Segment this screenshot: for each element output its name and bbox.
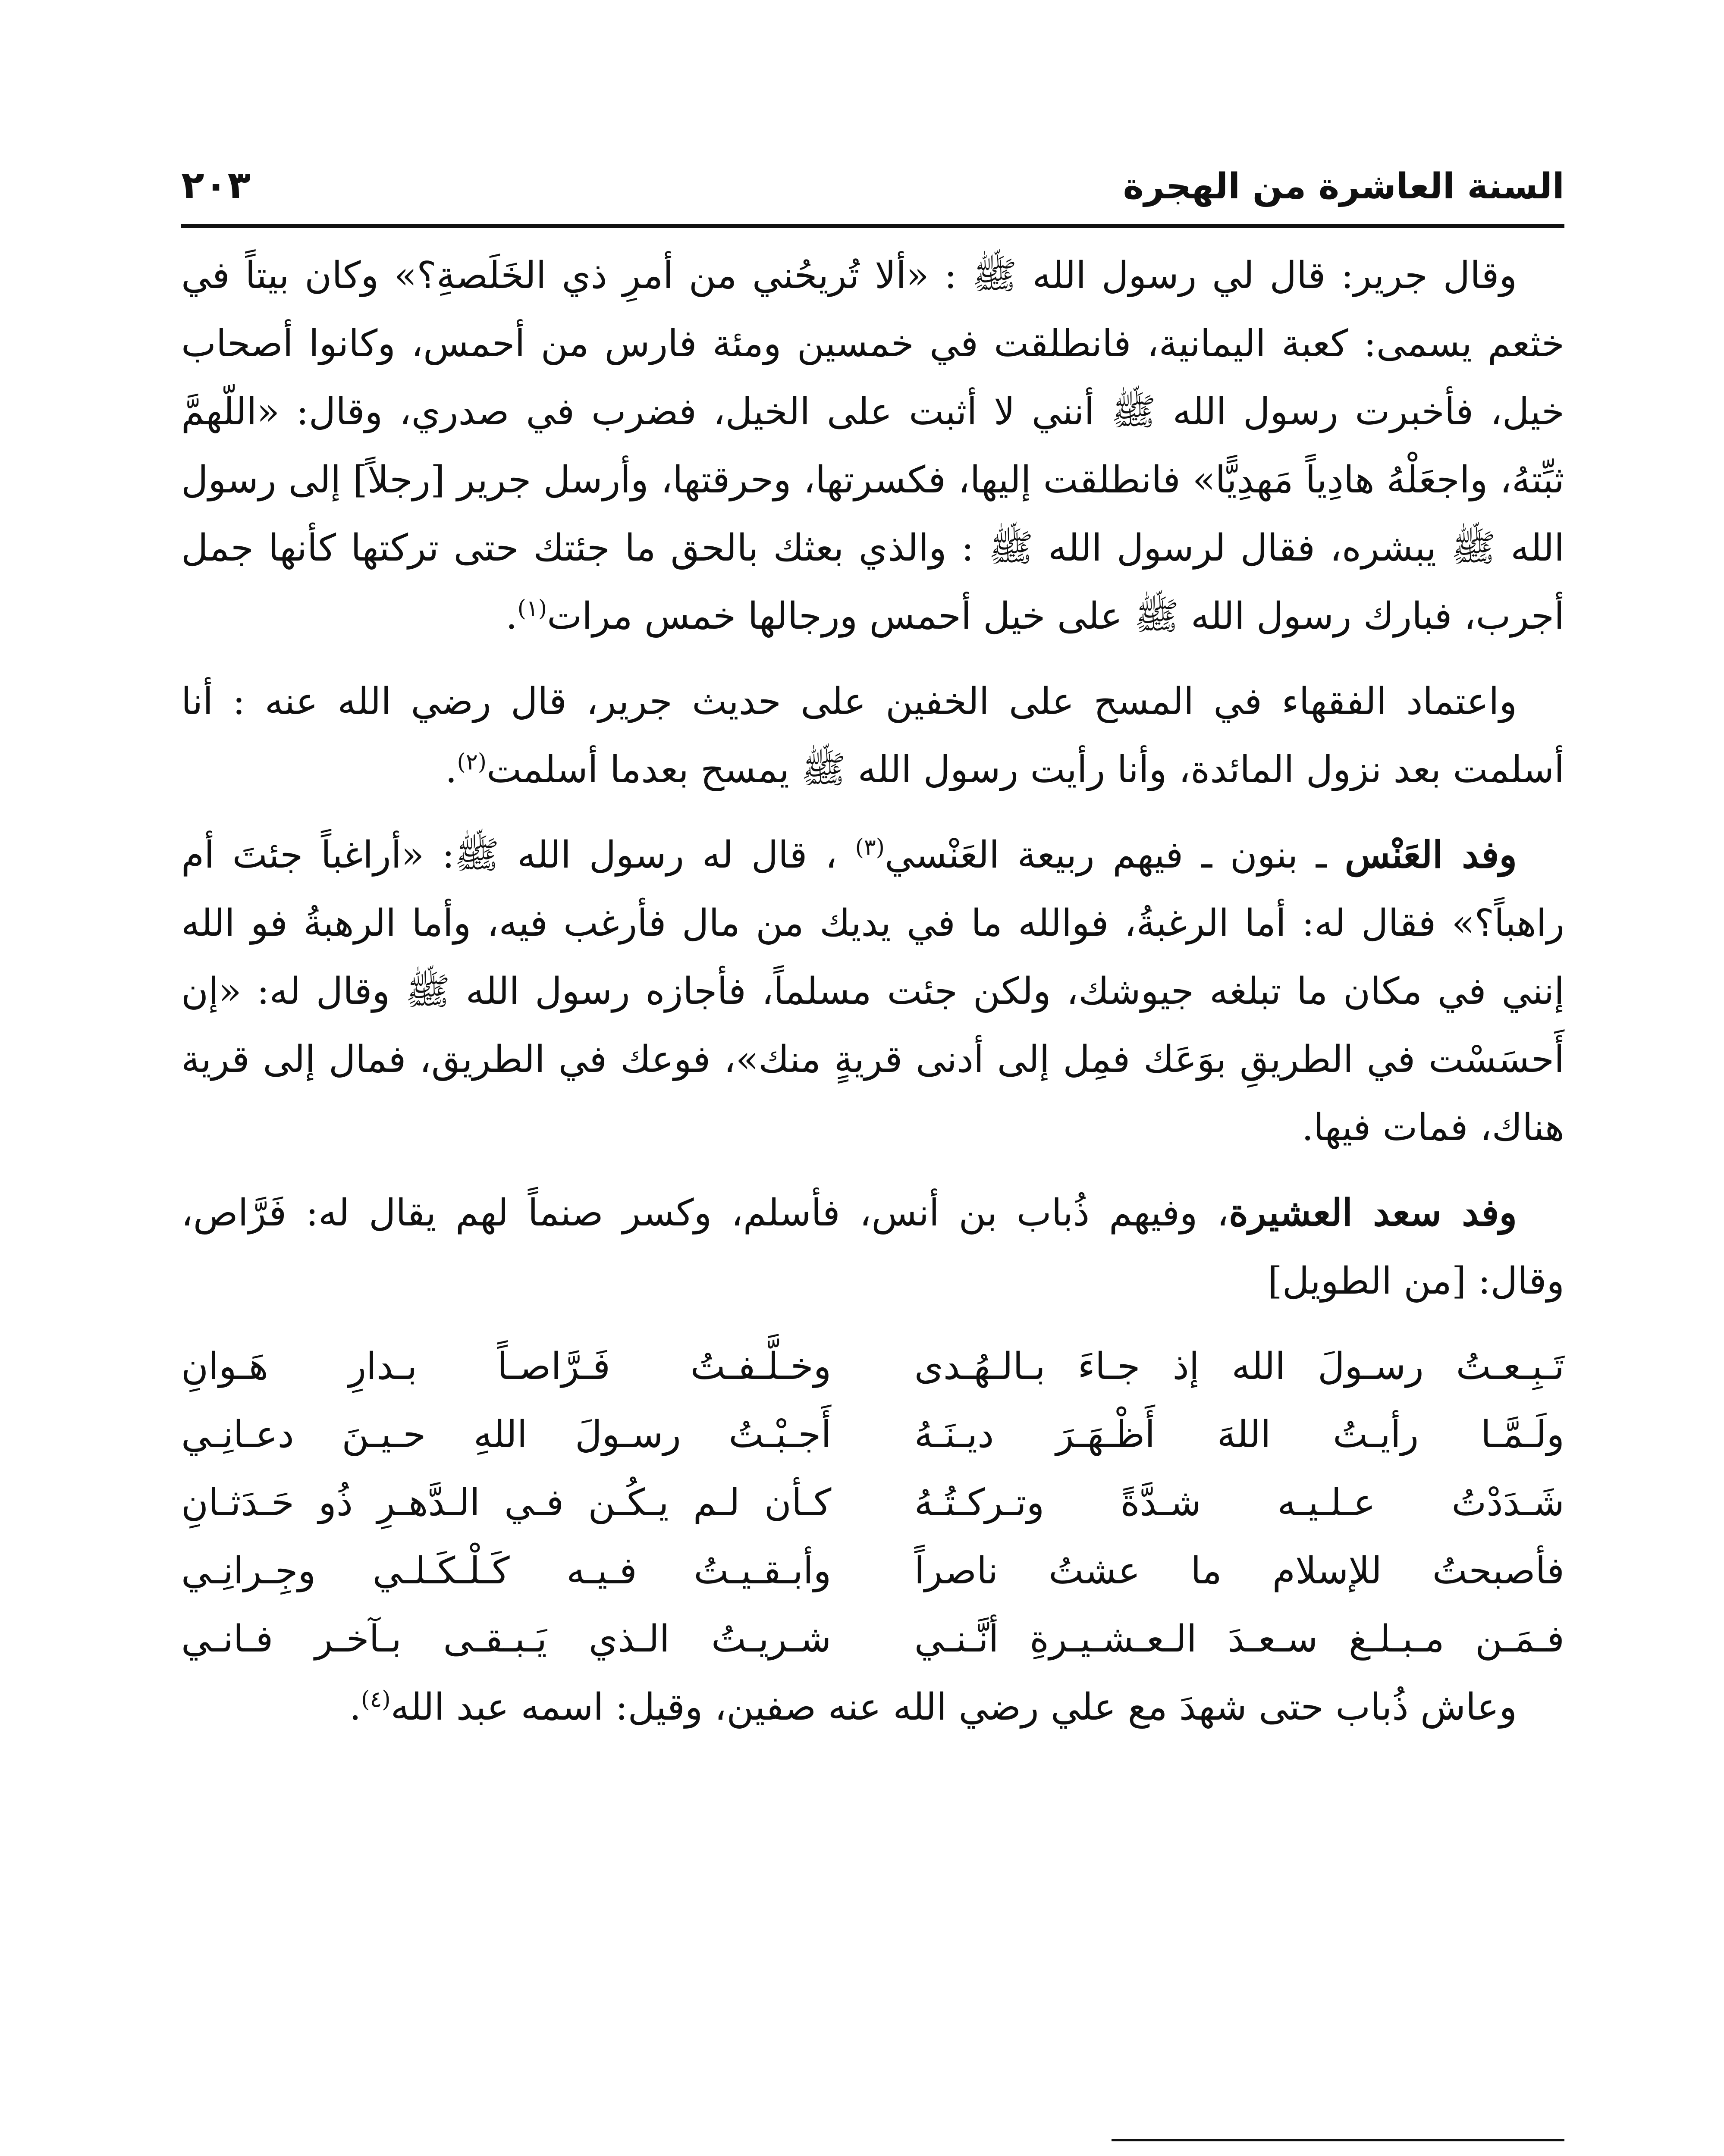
verse-second-hemistich: شـريـتُ الـذي يَـبـقـى بـآخـر فـانـي bbox=[181, 1617, 832, 1661]
page-number: ٢٠٣ bbox=[181, 163, 251, 207]
poem-verse bbox=[181, 1537, 1564, 1605]
poem-verse bbox=[181, 1605, 1564, 1673]
footnote-divider bbox=[1112, 2139, 1564, 2141]
chapter-title: السنة العاشرة من الهجرة bbox=[1123, 166, 1564, 207]
paragraph-closing: وعاش ذُباب حتى شهدَ مع علي رضي الله عنه صفين، وقيل: اسمه عبد الله$^{(٤)}$. bbox=[349, 1686, 1517, 1729]
verse-second-hemistich: أَجـبْـتُ رسـولَ اللهِ حـيـنَ دعـانِـي bbox=[181, 1413, 832, 1456]
paragraph-jarir: وقال جرير: قال لي رسول الله ﷺ : «ألا تُريحُني من أمرِ ذي الخَلَصةِ؟» وكان بيتاً في خثعم يسمى: كعبة اليمانية، فانطلقت في خمسين ومئة فارس من أحمس، وكانوا أصحاب خيل، فأخبرت رسول الله ﷺ أنني لا أثبت على الخيل، فضرب في صدري، وقال: «اللّهمَّ ثبِّتهُ، واجعَلْهُ هادِياً مَهدِيًّا» فانطلقت إليها، فكسرتها، وحرقتها، وأرسل جرير [رجلاً] إلى رسول الله ﷺ يبشره، فقال لرسول الله ﷺ : والذي بعثك بالحق ما جئتك حتى تركتها كأنها جمل أجرب، فبارك رسول الله ﷺ على خيل أحمس ورجالها خمس مرات$^{(١)}$. bbox=[181, 254, 1564, 638]
poem-verse bbox=[181, 1332, 1564, 1401]
section-heading: وفد العَنْس bbox=[1344, 833, 1517, 877]
verse-first-hemistich: ولَـمَّـا رأيـتُ اللهَ أَظْـهَـرَ ديـنَـهُ bbox=[914, 1413, 1564, 1456]
paragraph-wafd-ans: وفد العَنْس ـ بنون ـ فيهم ربيعة العَنْسي$^{(٣)}$ ، قال له رسول الله ﷺ: «أراغباً جئتَ أم راهباً؟» فقال له: أما الرغبةُ، فوالله ما في يديك من مال فأرغب فيه، وأما الرهبةُ فو الله إنني في مكان ما تبلغه جيوشك، ولكن جئت مسلماً، فأجازه رسول الله ﷺ وقال له: «إن أَحسَسْت في الطريقِ بوَعَك فمِل إلى أدنى قريةٍ منك»، فوعك في الطريق، فمال إلى قرية هناك، فمات فيها. bbox=[181, 833, 1564, 1149]
verse-first-hemistich: شَـدَدْتُ عـلـيـه شـدَّةً وتـركـتُـهُ bbox=[914, 1481, 1564, 1524]
paragraph-wafd-saad: وفد سعد العشيرة، وفيهم ذُباب بن أنس، فأسلم، وكسر صنماً لهم يقال له: فَرَّاص، وقال: [من الطويل] bbox=[181, 1191, 1564, 1303]
footnote-ref: (٣) bbox=[855, 834, 885, 861]
header-divider bbox=[181, 224, 1564, 228]
running-header bbox=[181, 142, 1564, 207]
section-heading: وفد سعد العشيرة bbox=[1228, 1191, 1517, 1235]
footnote-ref: (١) bbox=[517, 595, 547, 622]
footnote-ref: (٢) bbox=[457, 749, 487, 775]
verse-first-hemistich: فأصبحتُ للإسلام ما عشتُ ناصراً bbox=[914, 1549, 1564, 1592]
poem-verse bbox=[181, 1401, 1564, 1469]
poem bbox=[181, 1332, 1564, 1673]
verse-first-hemistich: فـمَـن مـبـلـغ سـعـدَ الـعـشـيـرةِ أنَّـنـي bbox=[914, 1617, 1564, 1661]
paragraph-khuffain: واعتماد الفقهاء في المسح على الخفين على حديث جرير، قال رضي الله عنه : أنا أسلمت بعد نزول المائدة، وأنا رأيت رسول الله ﷺ يمسح بعدما أسلمت$^{(٢)}$. bbox=[181, 680, 1564, 791]
verse-first-hemistich: تَـبِـعـتُ رسـولَ الله إذ جـاءَ بـالـهُـدى bbox=[914, 1345, 1564, 1388]
verse-second-hemistich: كـأن لـم يـكُـن فـي الـدَّهـرِ ذُو حَـدَثـانِ bbox=[181, 1481, 832, 1524]
verse-second-hemistich: وأبـقـيـتُ فـيـه كَـلْـكَـلـي وجِـرانِـي bbox=[181, 1549, 832, 1592]
verse-second-hemistich: وخـلَّـفـتُ فَـرَّاصـاً بـدارِ هَـوانِ bbox=[181, 1345, 832, 1388]
poem-verse bbox=[181, 1469, 1564, 1537]
footnote-ref: (٤) bbox=[361, 1686, 391, 1713]
main-text bbox=[181, 241, 1564, 1758]
